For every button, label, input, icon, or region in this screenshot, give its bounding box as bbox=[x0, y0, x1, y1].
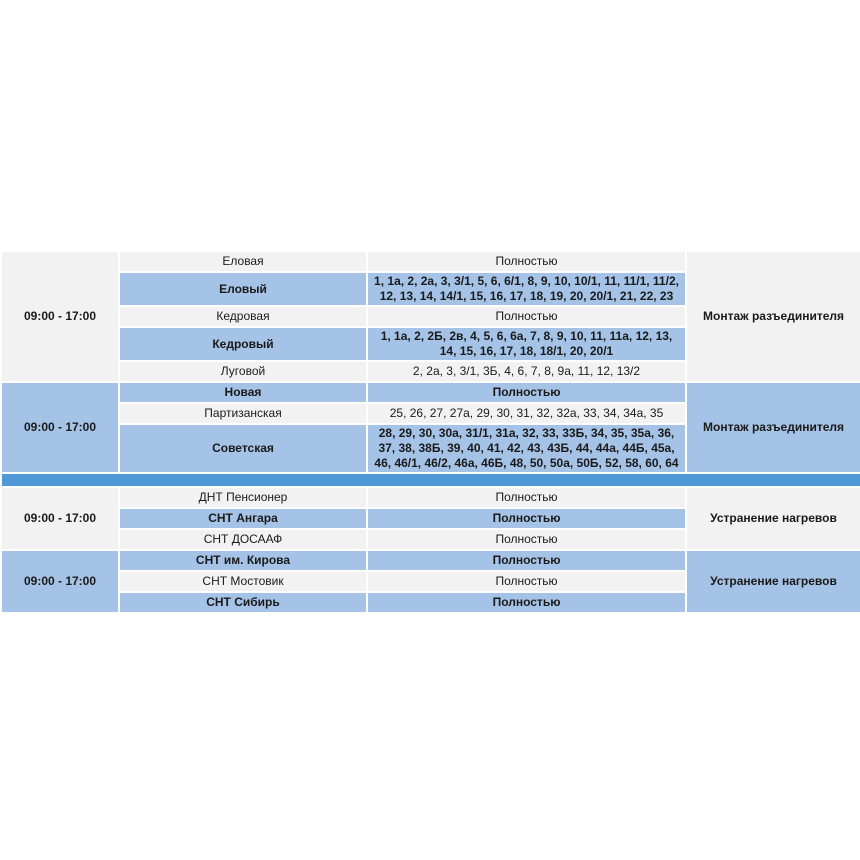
street-cell: Луговой bbox=[119, 361, 367, 382]
houses-cell: Полностью bbox=[367, 487, 686, 508]
street-cell: Партизанская bbox=[119, 403, 367, 424]
houses-cell: Полностью bbox=[367, 251, 686, 272]
houses-cell: 2, 2а, 3, 3/1, 3Б, 4, 6, 7, 8, 9а, 11, 12, 13/2 bbox=[367, 361, 686, 382]
houses-cell: 1, 1а, 2, 2а, 3, 3/1, 5, 6, 6/1, 8, 9, 10, 10/1, 11, 11/1, 11/2, 12, 13, 14, 14/1, 15, 16, 17, 18, 19, 20, 20/1, 21, 22, 23 bbox=[367, 272, 686, 306]
work-type-cell: Устранение нагревов bbox=[686, 550, 860, 613]
houses-cell: Полностью bbox=[367, 529, 686, 550]
time-cell: 09:00 - 17:00 bbox=[1, 382, 119, 473]
street-cell: СНТ Сибирь bbox=[119, 592, 367, 613]
street-cell: ДНТ Пенсионер bbox=[119, 487, 367, 508]
houses-cell: Полностью bbox=[367, 592, 686, 613]
houses-cell: 28, 29, 30, 30а, 31/1, 31а, 32, 33, 33Б, 34, 35, 35а, 36, 37, 38, 38Б, 39, 40, 41, 42, 43, 43Б, 44, 44а, 44Б, 45а, 46, 46/1, 46/2, 46а, 46Б, 48, 50, 50а, 50Б, 52, 58, 60, 64 bbox=[367, 424, 686, 473]
street-cell: СНТ Ангара bbox=[119, 508, 367, 529]
table-row bbox=[1, 487, 860, 508]
outage-table bbox=[0, 250, 860, 614]
outage-schedule bbox=[0, 250, 860, 614]
street-cell: Еловая bbox=[119, 251, 367, 272]
street-cell: Кедровый bbox=[119, 327, 367, 361]
houses-cell: Полностью bbox=[367, 550, 686, 571]
table-row bbox=[1, 382, 860, 403]
divider-bar bbox=[1, 473, 860, 487]
houses-cell: Полностью bbox=[367, 571, 686, 592]
houses-cell: Полностью bbox=[367, 508, 686, 529]
street-cell: Новая bbox=[119, 382, 367, 403]
table-row bbox=[1, 251, 860, 272]
houses-cell: 25, 26, 27, 27а, 29, 30, 31, 32, 32а, 33, 34, 34а, 35 bbox=[367, 403, 686, 424]
houses-cell: Полностью bbox=[367, 306, 686, 327]
time-cell: 09:00 - 17:00 bbox=[1, 487, 119, 550]
houses-cell: 1, 1а, 2, 2Б, 2в, 4, 5, 6, 6а, 7, 8, 9, 10, 11, 11а, 12, 13, 14, 15, 16, 17, 18, 18/1, 20, 20/1 bbox=[367, 327, 686, 361]
street-cell: СНТ Мостовик bbox=[119, 571, 367, 592]
work-type-cell: Монтаж разъединителя bbox=[686, 251, 860, 382]
street-cell: Еловый bbox=[119, 272, 367, 306]
work-type-cell: Монтаж разъединителя bbox=[686, 382, 860, 473]
houses-cell: Полностью bbox=[367, 382, 686, 403]
street-cell: СНТ им. Кирова bbox=[119, 550, 367, 571]
time-cell: 09:00 - 17:00 bbox=[1, 251, 119, 382]
table-row bbox=[1, 550, 860, 571]
street-cell: Кедровая bbox=[119, 306, 367, 327]
street-cell: СНТ ДОСААФ bbox=[119, 529, 367, 550]
street-cell: Советская bbox=[119, 424, 367, 473]
section-divider bbox=[1, 473, 860, 487]
time-cell: 09:00 - 17:00 bbox=[1, 550, 119, 613]
work-type-cell: Устранение нагревов bbox=[686, 487, 860, 550]
